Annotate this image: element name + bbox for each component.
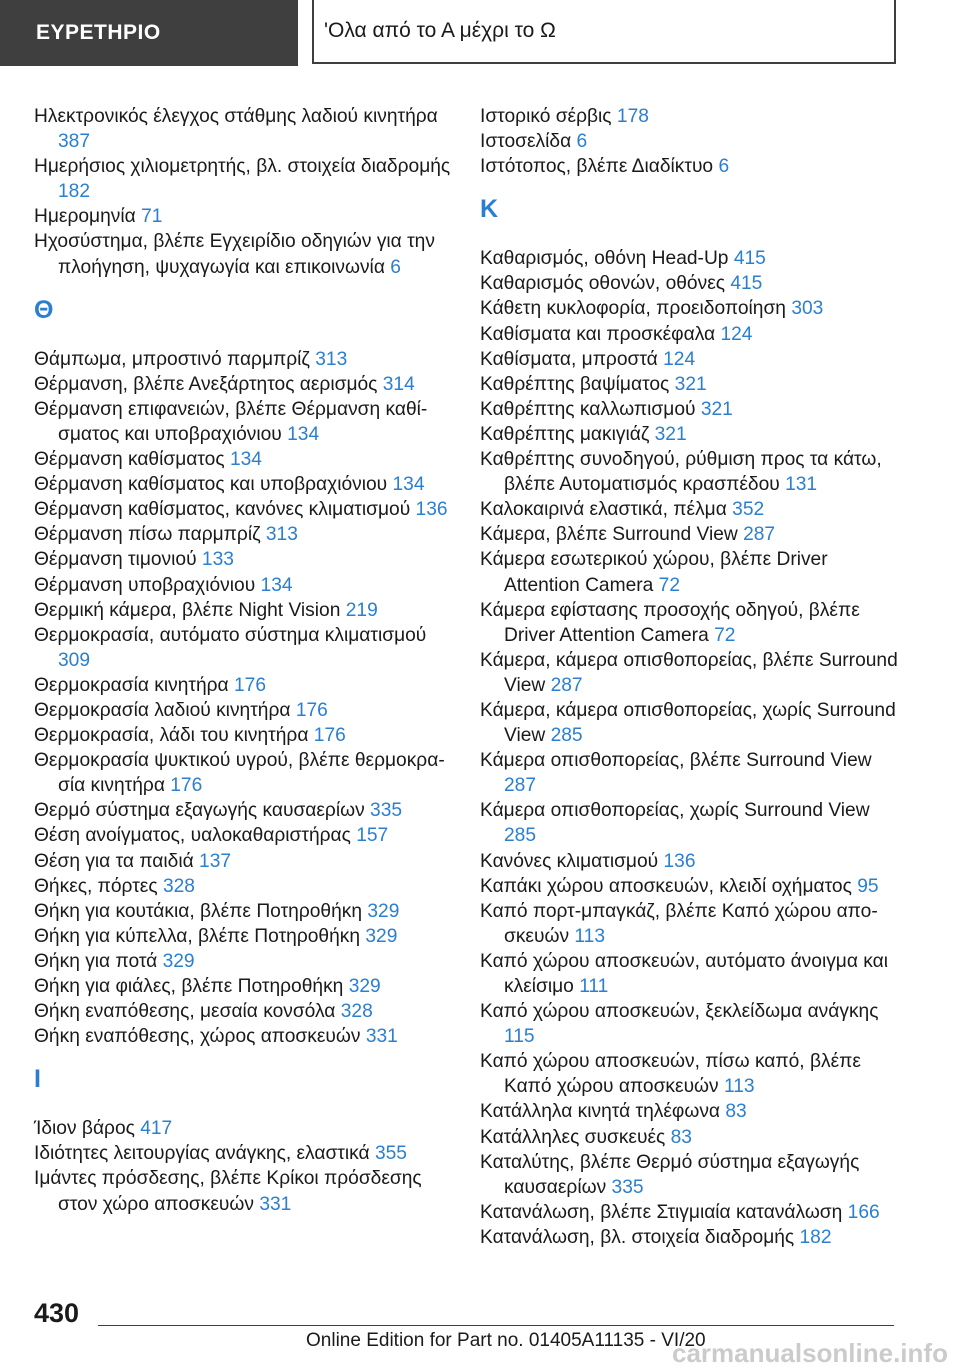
index-entry (480, 698, 900, 748)
index-page-link[interactable]: 137 (199, 850, 232, 872)
index-page-link[interactable]: 124 (720, 323, 753, 345)
index-page-link[interactable]: 335 (611, 1176, 644, 1198)
index-entry (480, 322, 900, 347)
index-entry-text: Θέση για τα παιδιά (34, 850, 194, 872)
index-entry-text: Θάμπωμα, μπροστινό παρμπρίζ (34, 348, 310, 370)
index-entry-text: Θέρμανση επιφανειών, βλέπε Θέρμανση καθίσματος και υποβραχιόνιου (34, 398, 428, 445)
index-page-link[interactable]: 95 (857, 875, 879, 897)
index-page-link[interactable]: 133 (201, 549, 234, 571)
index-entry-text: Κανόνες κλιματισμού (480, 850, 659, 872)
index-entry (34, 698, 454, 723)
index-entry (34, 447, 454, 472)
index-entry (480, 497, 900, 522)
index-entry-text: Ηλεκτρονικός έλεγχος στάθμης λαδιού κινητήρα (34, 106, 438, 127)
index-page-link[interactable]: 335 (370, 800, 403, 822)
index-entry (480, 522, 900, 547)
index-page-link[interactable]: 331 (259, 1193, 292, 1215)
index-entry (34, 899, 454, 924)
index-page-link[interactable]: 285 (504, 825, 537, 847)
index-page-link[interactable]: 329 (162, 950, 195, 972)
index-entry-text: Κατανάλωση, βλ. στοιχεία διαδρομής (480, 1226, 795, 1248)
index-page-link[interactable]: 134 (260, 574, 293, 596)
index-page-link[interactable]: 72 (714, 624, 736, 646)
index-page-link[interactable]: 321 (654, 423, 687, 445)
index-page-link[interactable]: 182 (58, 181, 91, 203)
index-entry (480, 129, 900, 154)
index-entry (480, 999, 900, 1049)
index-entry-text: Θήκη εναπόθεσης, χώρος αποσκευών (34, 1026, 361, 1048)
index-page-link[interactable]: 176 (170, 775, 203, 797)
index-page-link[interactable]: 321 (674, 373, 707, 395)
index-entry-text: Ημερομηνία (34, 206, 136, 228)
index-page-link[interactable]: 417 (140, 1118, 173, 1140)
index-entry-text: Ιστότοπος, βλέπε Διαδίκτυο (480, 156, 714, 178)
index-entry-text: Θέρμανση καθίσματος, κανόνες κλιματισμού (34, 499, 411, 521)
index-page-link[interactable]: 124 (663, 348, 696, 370)
index-entry (480, 648, 900, 698)
index-entry (34, 974, 454, 999)
index-entry (34, 547, 454, 572)
index-entry (34, 798, 454, 823)
index-page-link[interactable]: 83 (670, 1126, 692, 1148)
index-entry-text: Ιστοσελίδα (480, 131, 572, 153)
index-entry-text: Καθρέπτης μακιγιάζ (480, 423, 650, 445)
index-page-link[interactable]: 331 (365, 1026, 398, 1048)
index-page-link[interactable]: 355 (374, 1143, 407, 1165)
index-entry-text: Θέρμανση καθίσματος (34, 449, 225, 471)
index-entry-text: Θήκη για κουτάκια, βλέπε Ποτηροθήκη (34, 900, 363, 922)
index-entry-text: Ιμάντες πρόσδεσης, βλέπε Κρίκοι πρόσδεσης στον χώρο αποσκευών (34, 1168, 422, 1215)
index-page-link[interactable]: 415 (733, 248, 766, 270)
index-page-link[interactable]: 134 (287, 423, 320, 445)
index-page-link[interactable]: 6 (390, 256, 401, 278)
index-entry (34, 472, 454, 497)
index-letter-heading: Κ (480, 195, 499, 224)
index-entry-text: Καθρέπτης συνοδηγού, ρύθμιση προς τα κάτω, βλέπε Αυτοματισμός κρασπέδου (480, 449, 882, 496)
index-entry-text: Θερμοκρασία, αυτόματο σύστημα κλιματισμού (34, 624, 427, 646)
index-entry-text: Καθρέπτης βαψίματος (480, 373, 670, 395)
index-entry (34, 1024, 454, 1049)
index-page-link[interactable]: 136 (663, 850, 696, 872)
index-entry-text: Καλοκαιρινά ελαστικά, πέλμα (480, 499, 727, 521)
index-entry-text: Καπό χώρου αποσκευών, αυτόματο άνοιγμα και κλείσιμο (480, 950, 888, 997)
index-entry-text: Κάμερα, κάμερα οπισθοπορείας, χωρίς Surround View (480, 699, 896, 747)
index-entry-text: Καθίσματα, μπροστά (480, 348, 658, 370)
index-page-link[interactable]: 131 (785, 474, 818, 496)
index-entry-text: Καπό χώρου αποσκευών, πίσω καπό, βλέπε Καπό χώρου αποσκευών (480, 1051, 861, 1098)
index-entry (480, 748, 900, 798)
index-entry (34, 522, 454, 547)
index-entry (480, 1225, 900, 1250)
index-entry-text: Κάμερα εσωτερικού χώρου, βλέπε Driver Attention Camera (480, 549, 828, 596)
index-entry (480, 447, 900, 497)
index-column-right (480, 104, 900, 1250)
index-page-link[interactable]: 287 (504, 775, 537, 797)
index-entry-text: Κάθετη κυκλοφορία, προειδοποίηση (480, 298, 786, 320)
index-page-link[interactable]: 176 (295, 699, 328, 721)
index-entry (480, 104, 900, 129)
index-page-link[interactable]: 176 (313, 725, 346, 747)
index-entry-text: Θήκη εναπόθεσης, μεσαία κονσόλα (34, 1001, 336, 1023)
index-letter-heading: Θ (34, 295, 54, 324)
index-entry-text: Καθαρισμός οθονών, οθόνες (480, 273, 725, 295)
index-entry (34, 748, 454, 798)
index-entry (480, 154, 900, 179)
index-entry (34, 723, 454, 748)
index-page-link[interactable]: 113 (574, 925, 605, 947)
index-page-link[interactable]: 314 (382, 373, 415, 395)
index-entry (480, 899, 900, 949)
index-page-link[interactable]: 285 (550, 725, 583, 747)
index-entry-text: Θερμοκρασία λαδιού κινητήρα (34, 699, 291, 721)
index-page-link[interactable]: 113 (723, 1076, 755, 1098)
index-page-link[interactable]: 328 (162, 875, 195, 897)
index-page-link[interactable]: 111 (579, 976, 609, 997)
index-entry-text: Καταλύτης, βλέπε Θερμό σύστημα εξαγωγής καυσαερίων (480, 1151, 860, 1198)
index-entry-text: Θέρμανση, βλέπε Ανεξάρτητος αερισμός (34, 373, 378, 395)
subsection-tab-label: 'Ολα από το Α μέχρι το Ω (324, 19, 556, 42)
index-entry-text: Θέρμανση πίσω παρμπρίζ (34, 524, 261, 546)
index-entry-text: Ίδιον βάρος (34, 1118, 135, 1140)
index-entry-text: Κάμερα, βλέπε Surround View (480, 524, 738, 546)
index-entry-text: Θέρμανση καθίσματος και υποβραχιόνιου (34, 474, 388, 496)
index-page-link[interactable]: 309 (58, 649, 91, 671)
index-page-link[interactable]: 176 (233, 674, 266, 696)
index-page-link[interactable]: 329 (367, 900, 400, 922)
index-page-link[interactable]: 134 (392, 474, 425, 496)
index-entry-text: Θερμοκρασία ψυκτικού υγρού, βλέπε θερμοκρασία κινητήρα (34, 750, 445, 797)
page-number: 430 (34, 1298, 80, 1328)
index-entry-text: Καθαρισμός, οθόνη Head-Up (480, 248, 729, 270)
index-page-link[interactable]: 313 (265, 524, 298, 546)
index-entry (480, 849, 900, 874)
index-entry (480, 422, 900, 447)
index-entry (34, 874, 454, 899)
index-entry (34, 372, 454, 397)
index-entry-text: Θερμική κάμερα, βλέπε Night Vision (34, 599, 341, 621)
index-entry (34, 623, 454, 673)
index-entry-text: Κατάλληλες συσκευές (480, 1126, 666, 1148)
index-entry (34, 999, 454, 1024)
index-page-link[interactable]: 329 (348, 976, 381, 997)
index-entry (480, 1150, 900, 1200)
index-entry-text: Θέρμανση τιμονιού (34, 549, 197, 571)
index-entry (480, 874, 900, 899)
index-page-link[interactable]: 182 (799, 1226, 832, 1248)
index-entry (480, 1125, 900, 1150)
index-entry (34, 497, 454, 522)
index-entry (34, 104, 454, 154)
index-entry-text: Θερμό σύστημα εξαγωγής καυσαερίων (34, 800, 365, 822)
index-entry-text: Θήκη για φιάλες, βλέπε Ποτηροθήκη (34, 976, 344, 997)
index-page-link[interactable]: 329 (365, 925, 398, 947)
index-entry (480, 949, 900, 999)
index-entry (34, 1141, 454, 1166)
index-entry-text: Ημερήσιος χιλιομετρητής, βλ. στοιχεία διαδρομής (34, 156, 451, 178)
index-entry (480, 798, 900, 848)
index-entry (34, 1166, 454, 1216)
index-entry (34, 924, 454, 949)
page-header (0, 0, 960, 66)
index-entry (480, 372, 900, 397)
index-page-link[interactable]: 321 (700, 398, 733, 420)
section-tab-label: ΕΥΡΕΤΗΡΙΟ (36, 21, 161, 44)
index-page-link[interactable]: 287 (550, 674, 583, 696)
index-entry-text: Ηχοσύστημα, βλέπε Εγχειρίδιο οδηγιών για την πλοήγηση, ψυχαγωγία και επικοινωνία (34, 231, 435, 278)
index-page-link[interactable]: 328 (340, 1001, 373, 1023)
index-entry (480, 246, 900, 271)
index-page-link[interactable]: 72 (658, 574, 680, 596)
index-entry-text: Κάμερα οπισθοπορείας, χωρίς Surround View (480, 800, 870, 822)
index-page-link[interactable]: 287 (743, 524, 776, 546)
index-page-link[interactable]: 219 (345, 599, 378, 621)
index-page-link[interactable]: 83 (725, 1101, 747, 1123)
index-entry-text: Ιστορικό σέρβις (480, 106, 612, 127)
index-entry-text: Θέρμανση υποβραχιόνιου (34, 574, 256, 596)
index-entry (480, 1099, 900, 1124)
index-entry-text: Θήκες, πόρτες (34, 875, 158, 897)
index-entry (34, 397, 454, 447)
section-tab-index[interactable] (0, 0, 298, 66)
index-entry (480, 397, 900, 422)
index-entry-text: Θερμοκρασία, λάδι του κινητήρα (34, 725, 309, 747)
index-page-link[interactable]: 178 (616, 106, 649, 127)
index-entry (480, 296, 900, 321)
index-page-link[interactable]: 71 (141, 206, 163, 228)
index-entry-text: Καπό χώρου αποσκευών, ξεκλείδωμα ανάγκης (480, 1001, 879, 1023)
index-entry-text: Καθρέπτης καλλωπισμού (480, 398, 696, 420)
index-entry-text: Θερμοκρασία κινητήρα (34, 674, 229, 696)
edition-note: Online Edition for Part no. 01405A11135 - VI/20 (306, 1330, 706, 1351)
watermark: carmanualsonline.info (672, 1338, 948, 1368)
index-page-link[interactable]: 313 (315, 348, 348, 370)
index-entry (34, 204, 454, 229)
index-entry-text: Καθίσματα και προσκέφαλα (480, 323, 716, 345)
index-entry (34, 573, 454, 598)
index-entry-text: Κατανάλωση, βλέπε Στιγμιαία κατανάλωση (480, 1201, 843, 1223)
index-entry (480, 271, 900, 296)
index-entry (34, 949, 454, 974)
index-letter-heading: Ι (34, 1065, 41, 1094)
index-page-link[interactable]: 115 (504, 1026, 535, 1048)
index-column-left (34, 104, 454, 1217)
index-entry (34, 347, 454, 372)
index-page-link[interactable]: 134 (229, 449, 262, 471)
index-entry (480, 547, 900, 597)
index-entry (34, 849, 454, 874)
index-entry-text: Θέση ανοίγματος, υαλοκαθαριστήρας (34, 825, 351, 847)
index-entry-text: Κάμερα οπισθοπορείας, βλέπε Surround View (480, 750, 872, 772)
index-page-link[interactable]: 415 (730, 273, 763, 295)
index-entry-text: Κάμερα εφίστασης προσοχής οδηγού, βλέπε Driver Attention Camera (480, 599, 860, 646)
index-entry-text: Θήκη για κύπελλα, βλέπε Ποτηροθήκη (34, 925, 361, 947)
index-entry (480, 347, 900, 372)
index-page-link[interactable]: 157 (356, 825, 389, 847)
index-entry-text: Καπό πορτ-μπαγκάζ, βλέπε Καπό χώρου αποσκευών (480, 900, 878, 947)
index-entry (480, 1200, 900, 1225)
index-entry-text: Κάμερα, κάμερα οπισθοπορείας, βλέπε Surround View (480, 649, 898, 696)
index-entry (34, 598, 454, 623)
index-entry (34, 673, 454, 698)
subsection-tab-a-to-z[interactable] (312, 0, 896, 64)
index-entry (34, 823, 454, 848)
index-entry (480, 1049, 900, 1099)
index-entry-text: Θήκη για ποτά (34, 950, 158, 972)
index-page-link[interactable]: 136 (415, 499, 448, 521)
index-entry-text: Ιδιότητες λειτουργίας ανάγκης, ελαστικά (34, 1143, 370, 1165)
index-page-link[interactable]: 387 (58, 131, 91, 153)
index-page-link[interactable]: 166 (847, 1201, 880, 1223)
index-page-link[interactable]: 352 (732, 499, 765, 521)
index-page-link[interactable]: 303 (791, 298, 824, 320)
index-entry (480, 598, 900, 648)
index-page-link[interactable]: 6 (576, 131, 588, 153)
index-entry (34, 1116, 454, 1141)
index-page-link[interactable]: 6 (718, 156, 730, 178)
index-entry-text: Κατάλληλα κινητά τηλέφωνα (480, 1101, 721, 1123)
index-entry (34, 154, 454, 204)
index-entry (34, 229, 454, 279)
footer-divider (98, 1325, 894, 1326)
index-entry-text: Καπάκι χώρου αποσκευών, κλειδί οχήματος (480, 875, 852, 897)
